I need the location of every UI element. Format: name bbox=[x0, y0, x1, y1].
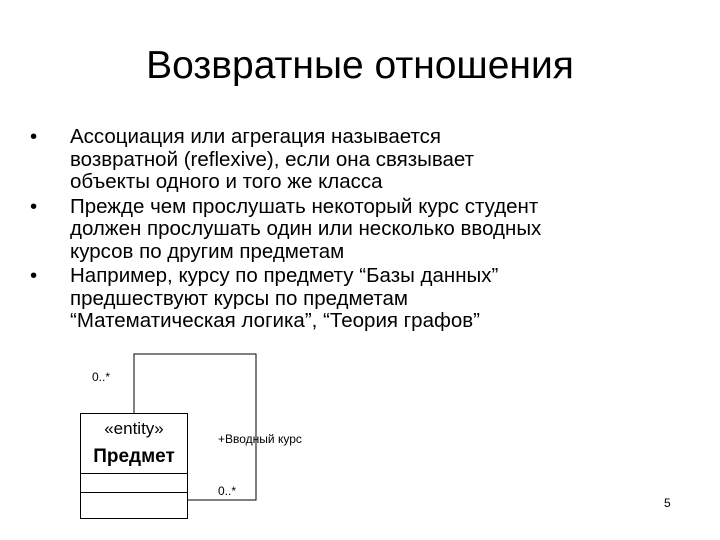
bullet-line: возвратной (reflexive), если она связывает bbox=[70, 147, 475, 171]
bullet-line: “Математическая логика”, “Теория графов” bbox=[70, 309, 480, 332]
attributes-divider bbox=[81, 473, 187, 474]
bullet-dot: • bbox=[30, 264, 38, 287]
bullet-line: Например, курсу по предмету “Базы данных” bbox=[70, 264, 499, 287]
multiplicity-top-label: 0..* bbox=[92, 370, 111, 384]
uml-class-box bbox=[80, 413, 188, 519]
role-label: +Вводный курс bbox=[218, 432, 302, 446]
multiplicity-bottom-label: 0..* bbox=[218, 484, 237, 498]
operations-divider bbox=[81, 492, 187, 493]
bullet-line: Ассоциация или агрегация называется bbox=[70, 125, 441, 148]
bullet-line: объекты одного и того же класса bbox=[70, 170, 383, 193]
bullet-line: курсов по другим предметам bbox=[70, 239, 345, 263]
bullet-dot: • bbox=[30, 125, 38, 148]
bullet-line: Прежде чем прослушать некоторый курс студент bbox=[70, 194, 539, 218]
bullet-dot: • bbox=[30, 194, 38, 218]
bullet-line: должен прослушать один или несколько вводных bbox=[70, 217, 542, 240]
bullet-line: предшествуют курсы по предметам bbox=[70, 286, 408, 310]
class-name: Предмет bbox=[93, 446, 175, 467]
class-stereotype: «entity» bbox=[104, 419, 164, 438]
slide-title: Возвратные отношения bbox=[146, 44, 574, 87]
page-number: 5 bbox=[664, 496, 671, 510]
